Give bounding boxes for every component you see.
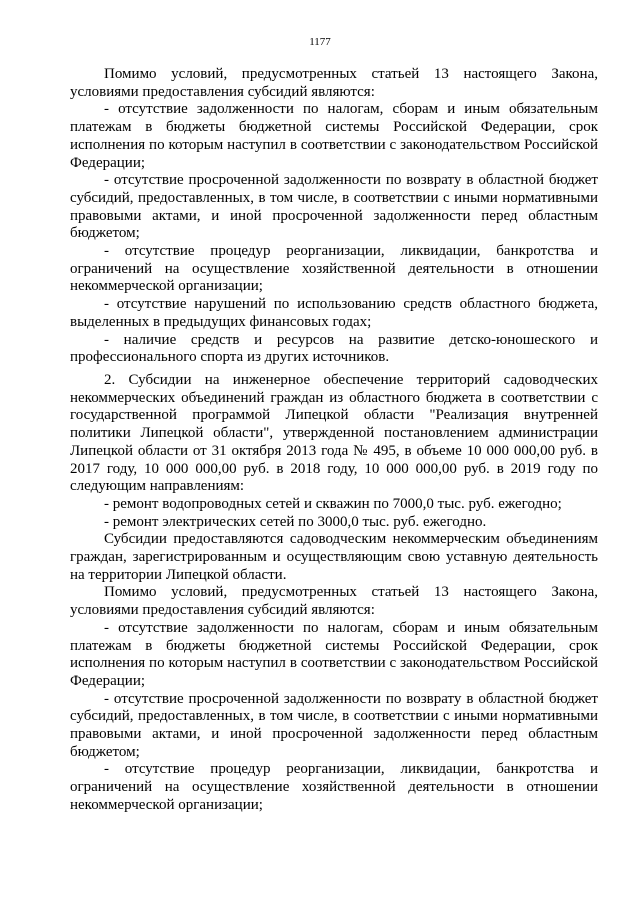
paragraph-condition-no-bankruptcy-2: - отсутствие процедур реорганизации, ликвидации, банкротства и ограничений на осуществление хозяйственной деятельности в отношении некоммерческой организации; xyxy=(70,761,598,813)
paragraph-conditions-intro: Помимо условий, предусмотренных статьей 13 настоящего Закона, условиями предоставления субсидий являются: xyxy=(70,66,598,100)
paragraph-section-2-heading: 2. Субсидии на инженерное обеспечение территорий садоводческих некоммерческих объединений граждан из областного бюджета в соответствии с государственной программой Липецкой области "Реализация внутренней политики Липецкой области", утвержденной постановлением администрации Липецкой области от 31 октября 2013 года № 495, в объеме 10 000 000,00 руб. в 2017 году, 10 000 000,00 руб. в 2018 году, 10 000 000,00 руб. в 2019 году по следующим направлениям: xyxy=(70,372,598,495)
paragraph-condition-own-resources: - наличие средств и ресурсов на развитие детско-юношеского и профессионального спорта из других источников. xyxy=(70,331,598,366)
paragraph-electric-networks: - ремонт электрических сетей по 3000,0 тыс. руб. ежегодно. xyxy=(104,513,487,530)
paragraph-condition-no-tax-debt: - отсутствие задолженности по налогам, сборам и иным обязательным платежам в бюджеты бюджетной системы Российской Федерации, срок исполнения по которым наступил в соответствии с законодательством Российской Федерации; xyxy=(70,101,598,171)
paragraph-condition-no-overdue-debt-2: - отсутствие просроченной задолженности по возврату в областной бюджет субсидий, предоставленных, в том числе, в соответствии с иными нормативными правовыми актами, и иной просроченной задолженности перед областным бюджетом; xyxy=(70,690,598,760)
paragraph-recipients: Субсидии предоставляются садоводческим некоммерческим объединениям граждан, зарегистрированным и осуществляющим свою уставную деятельность на территории Липецкой области. xyxy=(70,531,598,583)
paragraph-condition-no-tax-debt-2: - отсутствие задолженности по налогам, сборам и иным обязательным платежам в бюджеты бюджетной системы Российской Федерации, срок исполнения по которым наступил в соответствии с законодательством Российской Федерации; xyxy=(70,619,598,689)
conditions-section xyxy=(70,66,598,367)
paragraph-water-networks: - ремонт водопроводных сетей и скважин по 7000,0 тыс. руб. ежегодно; xyxy=(104,495,562,512)
page-number: 1177 xyxy=(309,36,331,48)
subsidies-section-2 xyxy=(70,372,598,815)
paragraph-conditions-intro-2: Помимо условий, предусмотренных статьей 13 настоящего Закона, условиями предоставления субсидий являются: xyxy=(70,584,598,619)
paragraph-condition-no-violations: - отсутствие нарушений по использованию средств областного бюджета, выделенных в предыдущих финансовых годах; xyxy=(70,296,598,330)
paragraph-condition-no-overdue-debt: - отсутствие просроченной задолженности по возврату в областной бюджет субсидий, предоставленных, в том числе, в соответствии с иными нормативными правовыми актами, и иной просроченной задолженности перед областным бюджетом; xyxy=(70,172,598,242)
paragraph-condition-no-bankruptcy: - отсутствие процедур реорганизации, ликвидации, банкротства и ограничений на осуществление хозяйственной деятельности в отношении некоммерческой организации; xyxy=(70,243,598,295)
